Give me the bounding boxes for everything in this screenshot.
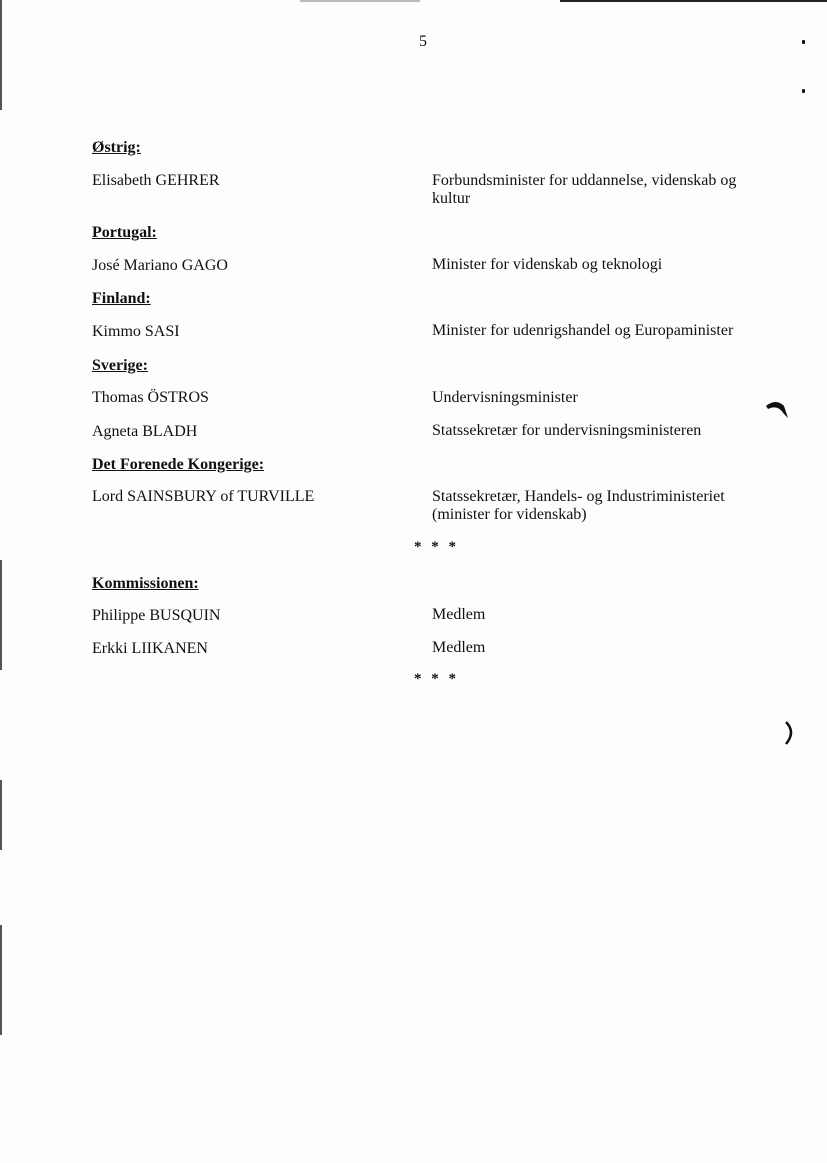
member-role: Forbundsminister for uddannelse, videnskab og kultur bbox=[432, 172, 737, 207]
member-role: Statssekretær, Handels- og Industriministeriet (minister for videnskab) bbox=[432, 488, 725, 523]
member-name: Lord SAINSBURY of TURVILLE bbox=[92, 488, 315, 505]
section-separator: * * * bbox=[414, 539, 459, 555]
member-role: Medlem bbox=[432, 606, 486, 623]
country-heading: Det Forenede Kongerige: bbox=[92, 456, 265, 473]
country-heading: Sverige: bbox=[92, 357, 148, 374]
country-heading: Østrig: bbox=[92, 139, 141, 156]
member-name: Erkki LIIKANEN bbox=[92, 640, 208, 657]
member-role: Minister for videnskab og teknologi bbox=[432, 256, 663, 273]
scan-edge-left bbox=[0, 560, 2, 670]
member-role: Medlem bbox=[432, 639, 486, 656]
scan-edge-top bbox=[0, 0, 827, 5]
member-name: José Mariano GAGO bbox=[92, 257, 228, 274]
page-number: 5 bbox=[419, 33, 427, 50]
scan-mark bbox=[780, 718, 800, 748]
country-heading: Portugal: bbox=[92, 224, 157, 241]
section-heading: Kommissionen: bbox=[92, 575, 199, 592]
member-role: Undervisningsminister bbox=[432, 389, 578, 406]
scan-line bbox=[560, 0, 827, 2]
member-name: Agneta BLADH bbox=[92, 423, 198, 440]
member-role: Minister for udenrigshandel og Europaminister bbox=[432, 322, 734, 339]
member-name: Kimmo SASI bbox=[92, 323, 180, 340]
scan-speck bbox=[802, 40, 805, 44]
scan-mark bbox=[762, 396, 792, 426]
section-separator: * * * bbox=[414, 671, 459, 687]
scan-speck bbox=[802, 89, 805, 93]
member-name: Elisabeth GEHRER bbox=[92, 172, 220, 189]
member-name: Philippe BUSQUIN bbox=[92, 607, 221, 624]
member-name: Thomas ÖSTROS bbox=[92, 389, 209, 406]
member-role: Statssekretær for undervisningsministeren bbox=[432, 422, 702, 439]
scan-edge-left bbox=[0, 0, 2, 110]
scan-edge-left bbox=[0, 780, 2, 850]
scan-edge-left bbox=[0, 925, 2, 1035]
scan-line bbox=[300, 0, 420, 2]
country-heading: Finland: bbox=[92, 290, 151, 307]
